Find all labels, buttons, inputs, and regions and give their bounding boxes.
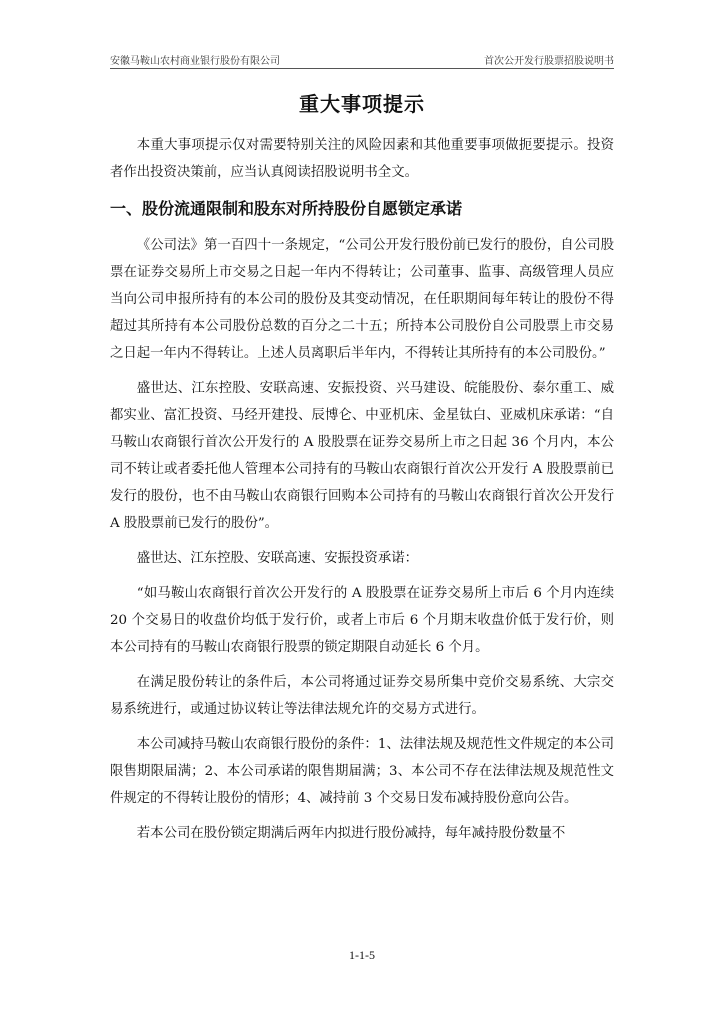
page-title: 重大事项提示 [299, 92, 425, 116]
running-header [110, 50, 614, 69]
body-paragraph: 盛世达、江东控股、安联高速、安振投资承诺： [136, 551, 418, 566]
body-paragraph: 在满足股份转让的条件后，本公司将通过证券交易所集中竞价交易系统、大宗交易系统进行，或通过协议转让等法律法规允许的交易方式进行。 [110, 675, 614, 717]
body-paragraph: 《公司法》第一百四十一条规定，“公司公开发行股份前已发行的股份，自公司股票在证券交易所上市交易之日起一年内不得转让；公司董事、监事、高级管理人员应当向公司申报所持有的本公司的股份及其变动情况，在任职期间每年转让的股份不得超过其所持有本公司股份总数的百分之二十五；所持本公司股份自公司股票上市交易之日起一年内不得转让。上述人员离职后半年内，不得转让其所持有的本公司股份。” [110, 238, 614, 361]
document-body [110, 132, 614, 855]
body-paragraph: 若本公司在股份锁定期满后两年内拟进行股份减持，每年减持股份数量不 [136, 826, 566, 841]
body-paragraph: 盛世达、江东控股、安联高速、安振投资、兴马建设、皖能股份、泰尔重工、威都实业、富汇投资、马经开建投、辰博仑、中亚机床、金星钛白、亚威机床承诺：“自马鞍山农商银行首次公开发行的 A 股股票在证券交易所上市之日起 36 个月内，本公司不转让或者委托他人管理本公司持有的马鞍山农商银行首次公开发行 A 股股票前已发行的股份，也不由马鞍山农商银行回购本公司持有的马鞍山农商银行首次公开发行 A 股股票前已发行的股份”。 [110, 381, 614, 531]
intro-paragraph: 本重大事项提示仅对需要特别关注的风险因素和其他重要事项做扼要提示。投资者作出投资决策前，应当认真阅读招股说明书全文。 [110, 138, 614, 180]
header-company-name: 安徽马鞍山农村商业银行股份有限公司 [110, 56, 280, 67]
body-paragraph: “如马鞍山农商银行首次公开发行的 A 股股票在证券交易所上市后 6 个月内连续 20 个交易日的收盘价均低于发行价，或者上市后 6 个月期末收盘价低于发行价，则本公司持有的马鞍山农商银行股票的锁定期限自动延长 6 个月。 [110, 586, 614, 655]
section-heading: 一、股份流通限制和股东对所持股份自愿锁定承诺 [110, 199, 463, 218]
body-paragraph: 本公司减持马鞍山农商银行股份的条件：1、法律法规及规范性文件规定的本公司限售期限届满；2、本公司承诺的限售期届满；3、本公司不存在法律法规及规范性文件规定的不得转让股份的情形；4、减持前 3 个交易日发布减持股份意向公告。 [110, 737, 614, 806]
header-document-name: 首次公开发行股票招股说明书 [484, 56, 614, 67]
page-number: 1-1-5 [349, 948, 375, 962]
